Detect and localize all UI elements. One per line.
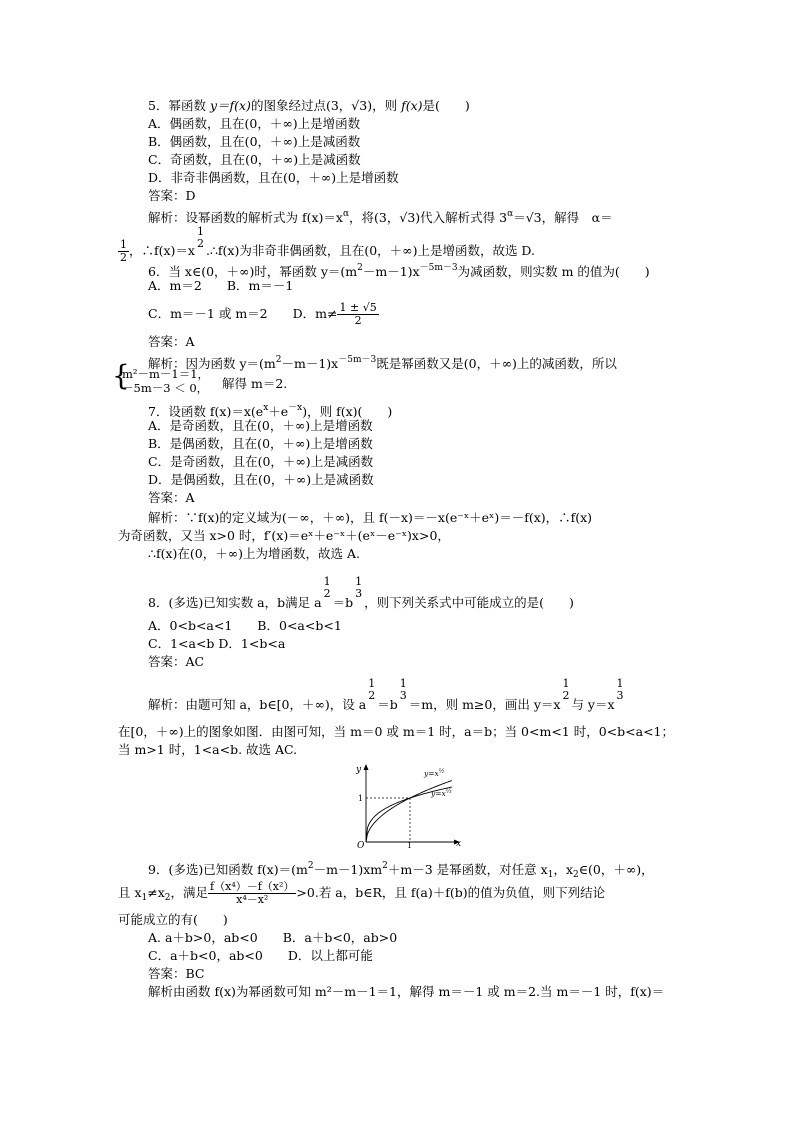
q6-system-eq2: －5m－3 ＜ 0， [122, 381, 209, 395]
q5-solution-line2: $\frac{1}{2}$ ，∴f(x)＝x 1 2 .∴f(x)为非奇非偶函数，且在(0，＋∞)上是增函数，故选 D. [120, 225, 535, 264]
power-function-graph [352, 762, 462, 848]
q8-stem: 8．(多选)已知实数 a，b满足 a 1 2 ＝b 1 3 ，则下列关系式中可能成立的是( ) [148, 575, 574, 610]
q5-solution-line1: 解析：设幂函数的解析式为 $f(x)=x^\alpha$，将(3，√3)代入解析式得 $3^\alpha=√3$，解得 α＝ [148, 209, 613, 225]
label-curve-half: $y=x^{\frac{1}{2}}$ [424, 768, 445, 778]
q7-stem: 7．设函数 $f(x)=x(e^x+e^{-x})$，则 f(x)( ) [148, 403, 393, 419]
x-axis-label: x [456, 839, 462, 848]
q5-option-b: B．偶函数，且在(0，＋∞)上是减函数 [148, 134, 361, 149]
q6-options-cd: C．m＝－1 或 m＝2 D．m≠ $\frac{1 \pm √5}{2}$ [148, 301, 377, 327]
q6-solution-result: 解得 m＝2. [222, 376, 288, 391]
fraction-one-plus-minus-sqrt5: $\frac{1 \pm √5}{2}$ [339, 301, 377, 327]
q7-answer: 答案：A [148, 490, 195, 505]
tick-x-1: 1 [407, 841, 413, 848]
q6-system-eq1: m²－m－1＝1， [122, 367, 210, 381]
q7-option-d: D．是偶函数，且在(0，＋∞)上是减函数 [148, 472, 374, 487]
q5-option-a: A．偶函数，且在(0，＋∞)上是增函数 [148, 116, 361, 131]
q8-solution-line1: 解析：由题可知 a，b∈[0，＋∞)，设 a 1 2 ＝b 1 3 ＝m，则 m≥0，画出 y＝x 1 2 与 y＝x 1 3 [148, 677, 624, 712]
q9-line2: 且 $x_1\ne x_2$，满足 $\frac{\text{f（x⁴）－f（x²）}}{\text{x⁴－x²}}$ >0.若 a，b∈R，且 f(a)＋f(b)的值为负值，则下列结论 [118, 880, 606, 906]
q7-solution-line1: 解析：∵f(x)的定义域为(－∞，＋∞)，且 f(－x)＝－x(e⁻ˣ＋eˣ)＝－f(x)，∴f(x) [148, 510, 593, 525]
y-axis-arrow [364, 764, 369, 770]
label-curve-third: $y=x^{\frac{1}{3}}$ [431, 788, 452, 798]
y-axis-label: y [356, 765, 362, 775]
q9-line3: 可能成立的有( ) [118, 912, 228, 927]
q8-options-cd: C．1<a<b D．1<b<a [148, 636, 286, 651]
q7-option-b: B．是偶函数，且在(0，＋∞)上是增函数 [148, 436, 373, 451]
q5-answer: 答案：D [148, 188, 196, 203]
q5-option-d: D．非奇非偶函数，且在(0，＋∞)上是增函数 [148, 170, 399, 185]
tick-y-1: 1 [358, 794, 364, 803]
q9-answer: 答案：BC [148, 966, 205, 981]
q6-options-ab: A．m＝2 B．m＝－1 [148, 278, 294, 293]
q7-solution-line3: ∴f(x)在(0，＋∞)上为增函数，故选 A. [148, 546, 360, 561]
q5-option-c: C．奇函数，且在(0，＋∞)上是减函数 [148, 152, 361, 167]
q6-stem: 6．当 x∈(0，＋∞)时，幂函数 $y=(m^2-m-1)x^{-5m-3}$为减函数，则实数 m 的值为( ) [148, 263, 650, 279]
q8-solution-line2: 在[0，＋∞)上的图象如图．由图可知，当 m＝0 或 m＝1 时，a＝b；当 0<m<1 时，0<b<a<1； [118, 724, 675, 739]
q9-options-ab: A. a＋b>0，ab<0 B．a＋b<0，ab>0 [148, 930, 398, 945]
origin-label: O [357, 841, 365, 848]
q9-stem: 9．(多选)已知函数 $f(x)=(m^2-m-1)xm^2+m-3$ 是幂函数，对任意 $x_1$，$x_2\in(0$，＋∞)， [148, 861, 654, 880]
q6-answer: 答案：A [148, 334, 195, 349]
q8-options-ab: A．0<b<a<1 B．0<a<b<1 [148, 618, 342, 633]
fraction-difference-quotient: $\frac{\text{f（x⁴）－f（x²）}}{\text{x⁴－x²}}$ [210, 880, 295, 906]
q7-solution-line2: 为奇函数，又当 x>0 时，f′(x)＝eˣ＋e⁻ˣ＋(eˣ－e⁻ˣ)x>0， [118, 528, 450, 543]
q8-solution-line3: 当 m>1 时，1<a<b. 故选 AC. [118, 742, 298, 757]
q7-option-a: A．是奇函数，且在(0，＋∞)上是增函数 [148, 418, 373, 433]
q9-solution: 解析由函数 f(x)为幂函数可知 m²－m－1＝1，解得 m＝－1 或 m＝2.当 m＝－1 时，f(x)＝ [148, 984, 665, 999]
q8-answer: 答案：AC [148, 654, 205, 669]
q6-solution-line1: 解析：因为函数 $y=(m^2-m-1)x^{-5m-3}$既是幂函数又是(0，＋∞)上的减函数，所以 [148, 355, 617, 371]
system-brace: { [112, 359, 130, 392]
q9-options-cd: C．a＋b<0，ab<0 D．以上都可能 [148, 948, 373, 963]
fraction-half: $\frac{1}{2}$ [120, 238, 127, 264]
q5-stem: 5．幂函数 y＝f(x)的图象经过点(3，√3)，则 f(x)是( ) [148, 98, 470, 113]
q7-option-c: C．是奇函数，且在(0，＋∞)上是减函数 [148, 454, 374, 469]
